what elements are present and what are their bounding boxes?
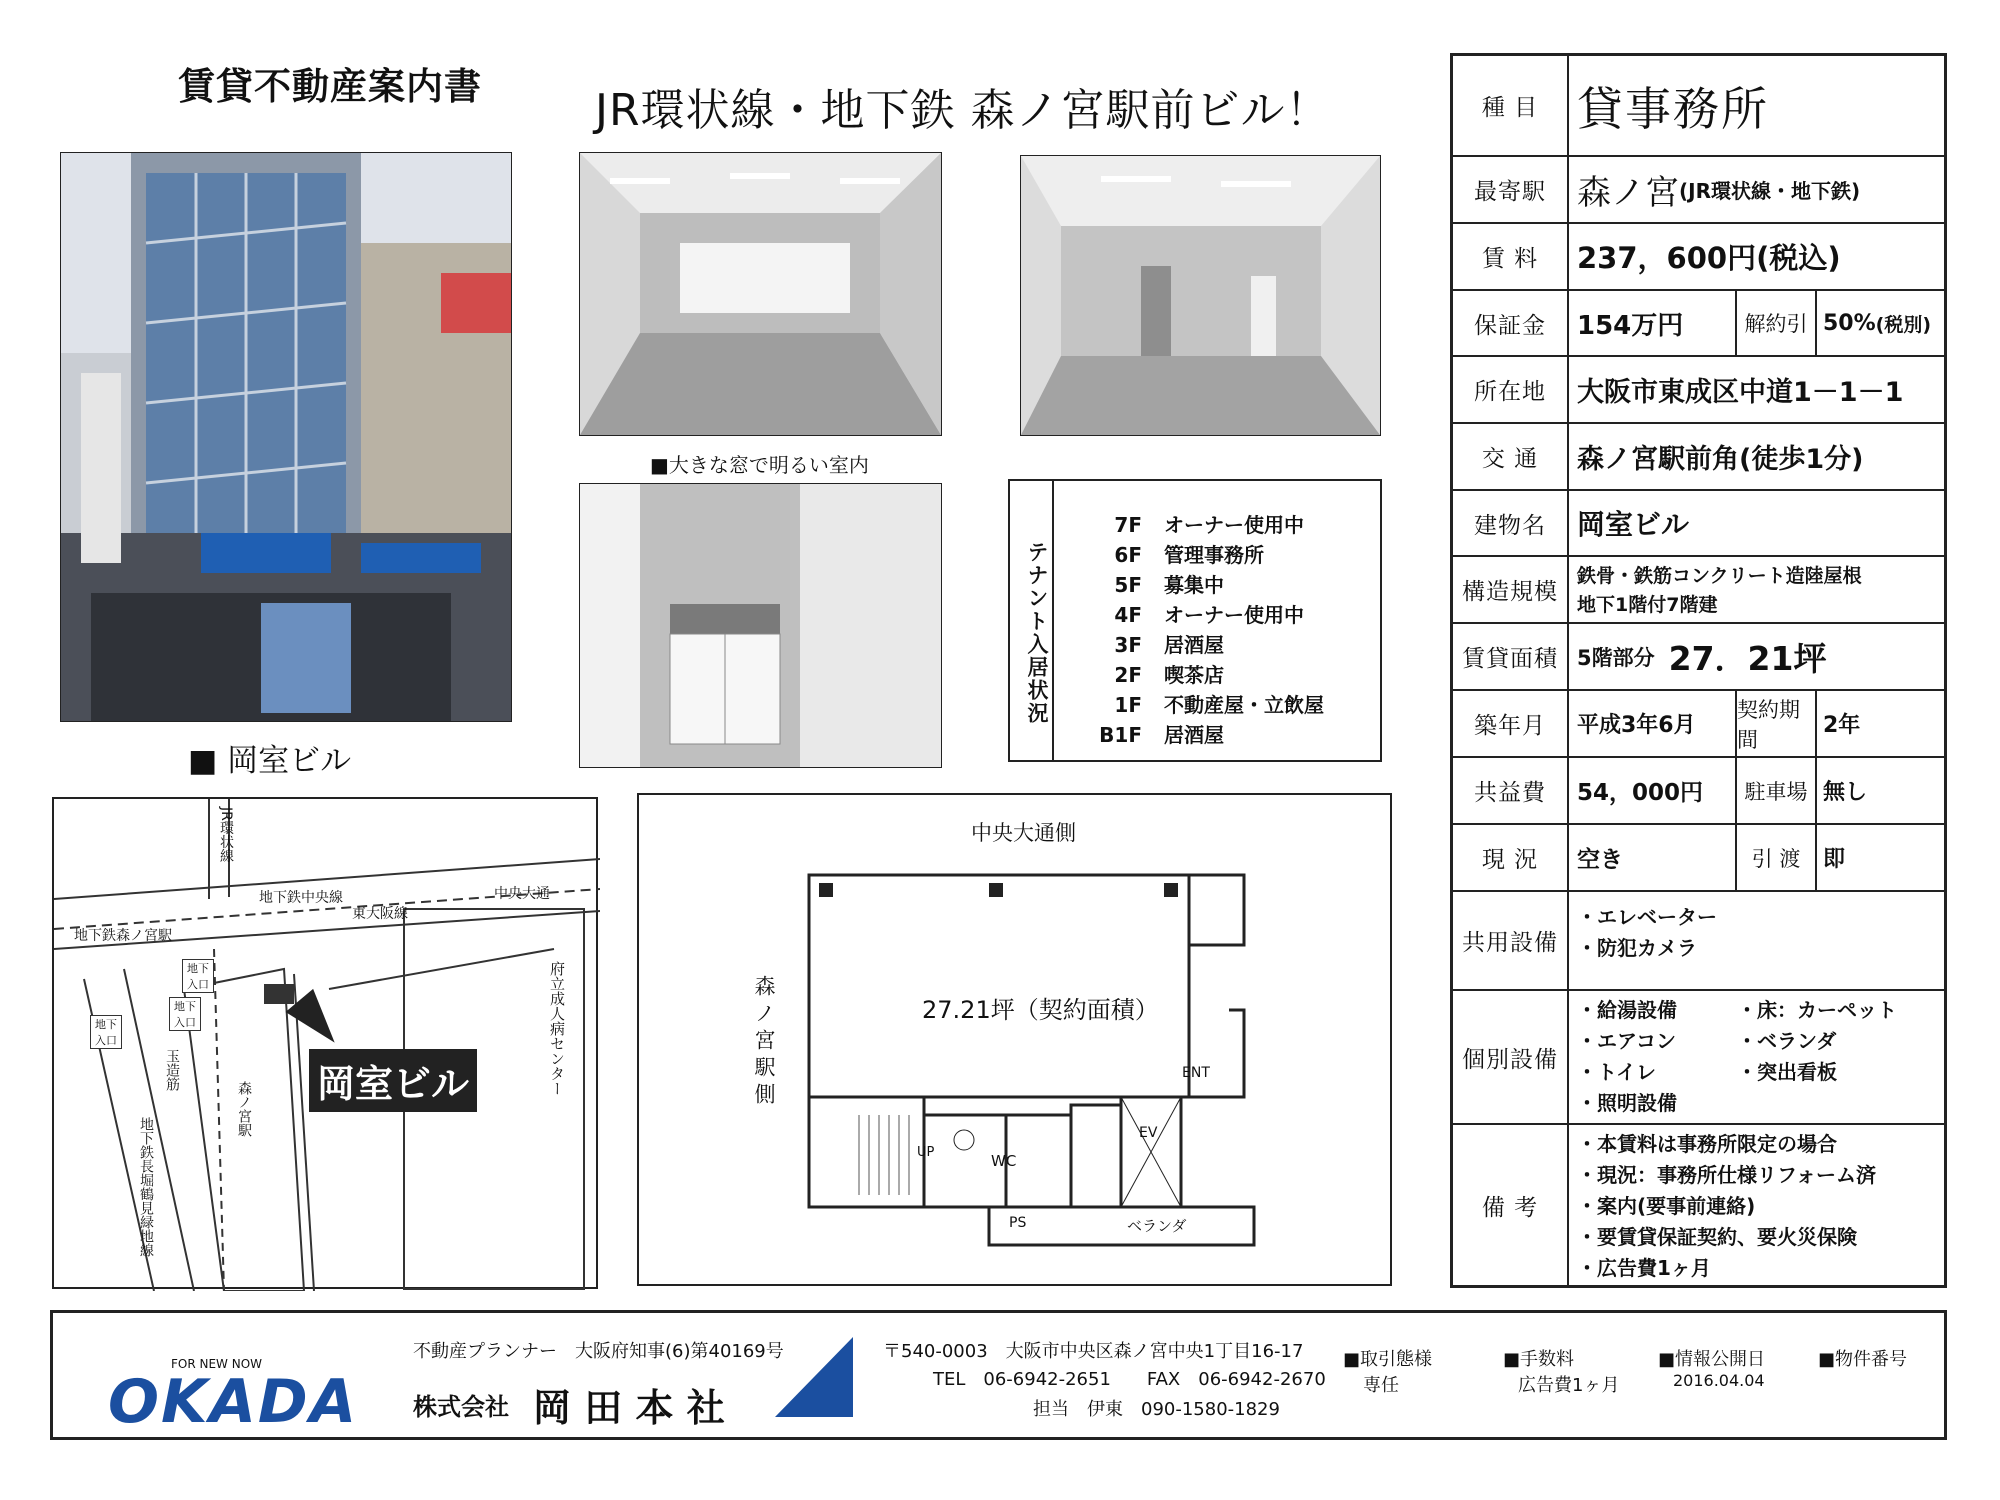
publish-date-value: 2016.04.04 [1673, 1371, 1765, 1390]
interior-photo-1 [579, 152, 942, 436]
company-prefix: 株式会社 [413, 1393, 509, 1421]
spec-row-common-fee: 共益費 54，000円 駐車場 無し [1453, 758, 1944, 825]
building-caption: ■ 岡室ビル [188, 743, 352, 779]
spec-row-type: 種 目 貸事務所 [1453, 56, 1944, 157]
map-label-hospital: 府立成人病センター [548, 961, 566, 1096]
map-label-chuo-odori: 中央大通 [494, 886, 550, 902]
footer-company-info [50, 1310, 1947, 1440]
spec-row-deposit: 保証金 154万円 解約引 50% (税別) [1453, 291, 1944, 357]
tenant-status-box [1008, 479, 1382, 762]
interior-photo-2 [1020, 155, 1381, 436]
deal-type-label: ■取引態様 [1343, 1349, 1433, 1370]
property-number-label: ■物件番号 [1818, 1349, 1908, 1370]
license-text: 不動産プランナー 大阪府知事(6)第40169号 [413, 1341, 784, 1362]
floorplan-ev-label: EV [1139, 1125, 1158, 1141]
floorplan-wc-label: WC [991, 1152, 1017, 1170]
map-label-entrance: 地下入口 [90, 1015, 122, 1049]
spec-row-station: 最寄駅 森ノ宮 (JR環状線・地下鉄) [1453, 157, 1944, 224]
spec-row-area: 賃貸面積 5階部分 27．21坪 [1453, 624, 1944, 691]
tenant-row: 4F オーナー使用中 [1114, 603, 1304, 627]
floorplan-veranda-label: ベランダ [1127, 1217, 1187, 1235]
tenant-row: 2F 喫茶店 [1114, 663, 1224, 687]
company-name: 岡 田 本 社 [533, 1386, 725, 1430]
phone-fax: TEL 06-6942-2651 FAX 06-6942-2670 [933, 1369, 1326, 1390]
interior-caption: ■大きな窓で明るい室内 [650, 453, 869, 477]
spec-row-shared-facilities: 共用設備 ・エレベーター ・防犯カメラ [1453, 892, 1944, 991]
fee-label: ■手数料 [1503, 1349, 1575, 1370]
floorplan-area-label: 27.21坪（契約面積） [922, 996, 1159, 1024]
spec-row-address: 所在地 大阪市東成区中道1－1－1 [1453, 357, 1944, 424]
spec-row-access: 交 通 森ノ宮駅前角(徒歩1分) [1453, 424, 1944, 491]
floorplan-ps-label: PS [1009, 1215, 1027, 1231]
postal-address: 〒540-0003 大阪市中央区森ノ宮中央1丁目16-17 [883, 1341, 1304, 1362]
floorplan-stairs-label: UP [917, 1145, 935, 1160]
tenant-row: 6F 管理事務所 [1114, 543, 1264, 567]
contact-person: 担当 伊東 090-1580-1829 [1033, 1399, 1280, 1420]
floor-plan [637, 793, 1392, 1286]
spec-row-built: 築年月 平成3年6月 契約期間 2年 [1453, 691, 1944, 758]
kitchen-photo [579, 483, 942, 768]
company-logo: OKADA [108, 1367, 359, 1437]
spec-row-rent: 賃 料 237，600円(税込) [1453, 224, 1944, 291]
map-label-higashi-osaka: 東大阪線 [352, 906, 408, 922]
map-label-jr: JR環状線 [218, 807, 234, 863]
deal-type-value: 専任 [1363, 1375, 1399, 1396]
building-photo [60, 152, 512, 722]
location-map [52, 797, 598, 1289]
document-title: 賃貸不動産案内書 [178, 65, 482, 108]
map-label-entrance: 地下入口 [169, 997, 201, 1031]
spec-row-status: 現 況 空き 引 渡 即 [1453, 825, 1944, 892]
logo-triangle-icon [775, 1337, 853, 1417]
spec-row-unit-facilities: 個別設備 ・給湯設備 ・エアコン ・トイレ ・照明設備 ・床：カーペット ・ベランダ ・突出看板 [1453, 991, 1944, 1125]
map-label-subway-morinomiya: 地下鉄森ノ宮駅 [74, 928, 172, 944]
floorplan-ent-label: ENT [1182, 1065, 1210, 1081]
tenant-row: 7F オーナー使用中 [1114, 513, 1304, 537]
tenant-row: 3F 居酒屋 [1114, 633, 1224, 657]
map-label-station: 森ノ宮駅 [236, 1081, 252, 1137]
map-label-nagahori: 地下鉄長堀鶴見緑地線 [138, 1117, 154, 1257]
tenant-status-label: テナント入居状況 [1010, 481, 1054, 760]
spec-row-remarks: 備 考 ・本賃料は事務所限定の場合 ・現況：事務所仕様リフォーム済 ・案内(要事前連絡) ・要賃貸保証契約、要火災保険 ・広告費1ヶ月 [1453, 1125, 1944, 1285]
spec-row-building: 建物名 岡室ビル [1453, 491, 1944, 557]
floorplan-west-label: 森ノ宮駅側 [752, 975, 776, 1110]
spec-table [1450, 53, 1947, 1288]
publish-date-label: ■情報公開日 [1658, 1349, 1766, 1370]
logo-tagline: FOR NEW NOW [171, 1357, 263, 1371]
headline: JR環状線・地下鉄 森ノ宮駅前ビル！ [595, 85, 1331, 136]
tenant-row: B1F 居酒屋 [1099, 723, 1224, 747]
map-building-label: 岡室ビル [309, 1049, 477, 1112]
tenant-row: 5F 募集中 [1114, 573, 1224, 597]
map-label-chuo-line: 地下鉄中央線 [259, 890, 343, 906]
map-label-tamatsukuri: 玉造筋 [164, 1049, 180, 1091]
map-label-entrance: 地下入口 [182, 959, 214, 993]
fee-value: 広告費1ヶ月 [1518, 1375, 1620, 1396]
tenant-row: 1F 不動産屋・立飲屋 [1114, 693, 1324, 717]
floorplan-north-label: 中央大通側 [971, 821, 1076, 845]
spec-row-structure: 構造規模 鉄骨・鉄筋コンクリート造陸屋根 地下1階付7階建 [1453, 557, 1944, 624]
